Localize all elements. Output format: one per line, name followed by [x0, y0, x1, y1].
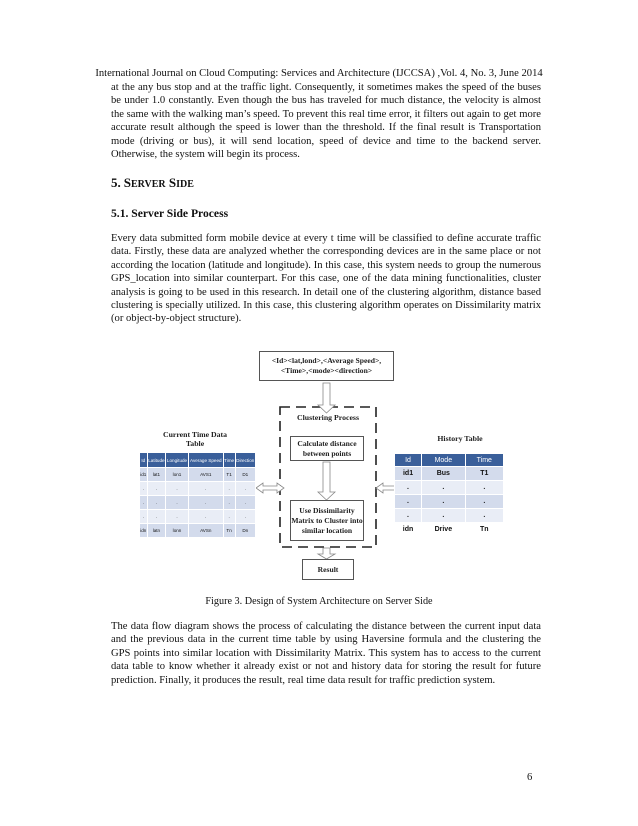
journal-header: International Journal on Cloud Computing: Services and Architecture (IJCCSA) ,Vol. 4, No. 3, June 2014: [95, 68, 543, 79]
clustering-process-label: Clustering Process: [296, 413, 359, 422]
current-table-cell: .: [147, 496, 166, 510]
current-table-cell: latn: [147, 524, 166, 538]
section-title-letter-2: S: [168, 175, 177, 190]
history-table-cell: .: [422, 481, 466, 495]
current-table-header-cell: Time: [223, 453, 235, 468]
history-table-cell: Tn: [465, 523, 503, 537]
subsection-title: 5.1. Server Side Process: [111, 207, 229, 220]
current-table-cell: lat1: [147, 468, 166, 482]
history-table-cell: id1: [395, 467, 422, 481]
section-title-rest-2: IDE: [176, 179, 194, 190]
current-table-header-cell: Average Speed: [188, 453, 223, 468]
current-table-cell: Dn: [235, 524, 256, 538]
current-table-cell: .: [223, 482, 235, 496]
history-table-cell: .: [422, 495, 466, 509]
history-table-row: [395, 481, 504, 495]
current-table-cell: .: [147, 482, 166, 496]
section-title: [111, 175, 194, 191]
current-table-row: [140, 482, 256, 496]
current-time-data-table: [139, 452, 256, 538]
current-table-title: Current Time Data Table: [162, 430, 228, 448]
current-table-cell: Tn: [223, 524, 235, 538]
current-table-cell: .: [223, 510, 235, 524]
history-table-cell: idn: [395, 523, 422, 537]
input-data-box: <Id><lat,lond>,<Average Speed>,<Time>,<mode><direction>: [259, 351, 394, 381]
current-table-cell: .: [140, 496, 148, 510]
paragraph-data-flow: The data flow diagram shows the process of calculating the distance between the current input data and the previous data in the current time table by using Haversine formula and the clustering the GPS points into similar location with Dissimilarity Matrix. This system has to access to the current data table to know whether it already exist or not and history data for storing the result for future prediction. Finally, it produces the result, real time data result for traffic prediction system.: [111, 621, 541, 686]
current-table-cell: .: [140, 510, 148, 524]
current-table-header-cell: Id: [140, 453, 148, 468]
arrow-current-table: [256, 483, 284, 493]
current-table-cell: lon1: [166, 468, 189, 482]
result-box: Result: [302, 559, 354, 580]
current-table-row: [140, 510, 256, 524]
history-table-cell: T1: [465, 467, 503, 481]
current-table-cell: .: [188, 510, 223, 524]
history-table-cell: .: [422, 509, 466, 523]
history-table-cell: .: [395, 481, 422, 495]
section-title-rest-1: ERVER: [130, 179, 166, 190]
current-table-row: [140, 524, 256, 538]
calculate-distance-box: Calculate distance between points: [290, 436, 364, 461]
current-table-header-cell: Latitude: [147, 453, 166, 468]
current-table-row: [140, 496, 256, 510]
history-table-cell: Bus: [422, 467, 466, 481]
current-table-cell: AVS1: [188, 468, 223, 482]
current-table-header-cell: Direction: [235, 453, 256, 468]
current-table-cell: .: [166, 496, 189, 510]
history-table-row: [395, 495, 504, 509]
current-table-cell: .: [166, 510, 189, 524]
arrow-cluster-to-result: [318, 548, 335, 559]
arrow-calc-to-dissim: [318, 462, 335, 500]
history-table-cell: .: [395, 495, 422, 509]
section-title-letter-1: S: [123, 175, 131, 190]
paragraph-server-side: Every data submitted form mobile device at every t time will be classified to define accurate traffic data. Firstly, these data are analyzed whether the corresponding devices are in the same place or not according the location (latitude and longitude). In this case, this system needs to group the numerous GPS_location into similar counterpart. For this case, one of the data mining functionalities, cluster analysis is going to be used in this research. In detail one of the clustering algorithm, distance based clustering is specially utilized. In this case, this clustering algorithm operates on Dissimilarity matrix (or object-by-object structure).: [111, 233, 541, 325]
current-table-cell: .: [235, 510, 256, 524]
history-table-cell: .: [395, 509, 422, 523]
history-table-row: [395, 523, 504, 537]
current-table-cell: .: [223, 496, 235, 510]
history-table-header-cell: Id: [395, 454, 422, 467]
history-table-header-cell: Time: [465, 454, 503, 467]
current-table-header-cell: Longitude: [166, 453, 189, 468]
current-table-cell: .: [235, 482, 256, 496]
history-table-cell: Drive: [422, 523, 466, 537]
section-number: 5.: [111, 175, 121, 190]
current-table-cell: .: [147, 510, 166, 524]
history-table-row: [395, 467, 504, 481]
paragraph-intro: at the any bus stop and at the traffic light. Consequently, it sometimes makes the speed of the buses be under 1.0 constantly. Even though the bus has traveled for much distance, the velocity is almost the same with the walking man’s speed. To prevent this real time error, it filters out again to get more accurate result although the speed is lower than the threshold. If the final result is Transportation mode (driving or bus), it will send location, speed of device and time to the backend server. Otherwise, the system will begin its process.: [111, 82, 541, 161]
current-table-row: [140, 468, 256, 482]
current-table-cell: AVSn: [188, 524, 223, 538]
arrow-input-to-cluster: [318, 383, 335, 413]
history-table-title: History Table: [437, 434, 483, 443]
current-table-cell: .: [188, 496, 223, 510]
history-table-cell: .: [465, 495, 503, 509]
history-data-table: [394, 453, 504, 537]
current-table-cell: T1: [223, 468, 235, 482]
current-table-cell: .: [140, 482, 148, 496]
dissimilarity-matrix-box: Use Dissimilarity Matrix to Cluster into similar location: [290, 500, 364, 541]
current-table-cell: .: [188, 482, 223, 496]
current-table-cell: lonn: [166, 524, 189, 538]
current-table-cell: .: [166, 482, 189, 496]
current-table-cell: D1: [235, 468, 256, 482]
history-table-cell: .: [465, 481, 503, 495]
figure-caption: Figure 3. Design of System Architecture on Server Side: [205, 596, 433, 607]
current-table-cell: id1: [140, 468, 148, 482]
page-number: 6: [527, 772, 533, 783]
history-table-row: [395, 509, 504, 523]
history-table-header-cell: Mode: [422, 454, 466, 467]
history-table-cell: .: [465, 509, 503, 523]
current-table-cell: idn: [140, 524, 148, 538]
current-table-cell: .: [235, 496, 256, 510]
